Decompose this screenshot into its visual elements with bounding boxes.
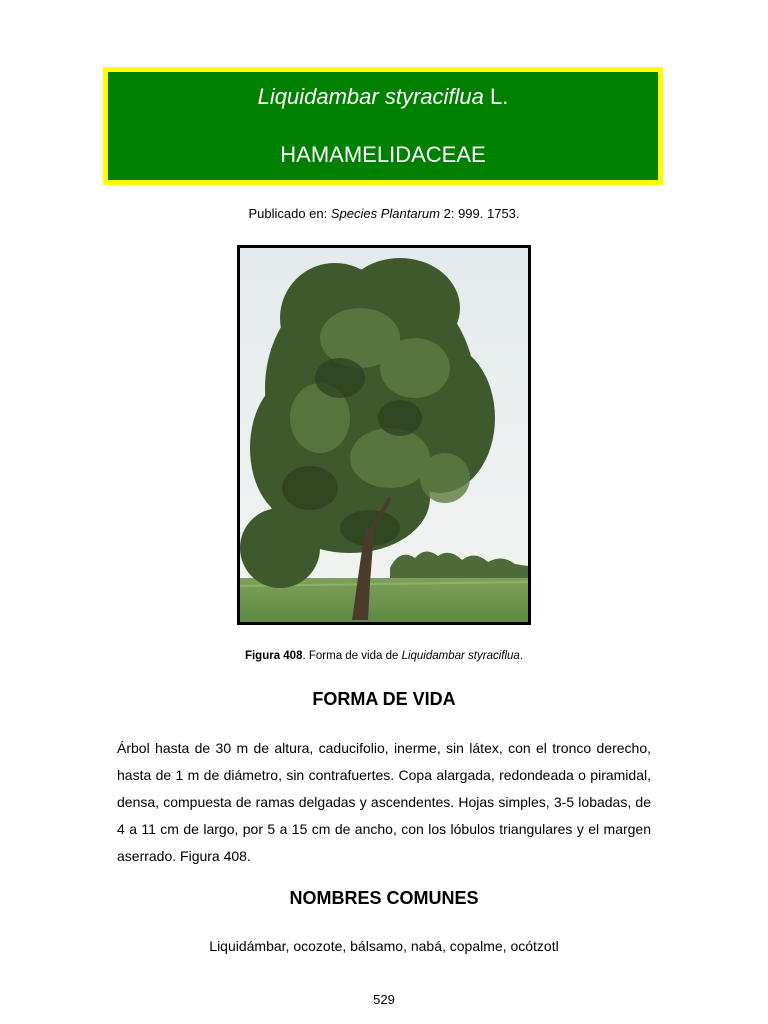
common-names-list: Liquidámbar, ocozote, bálsamo, nabá, copalme, ocótzotl <box>209 938 559 954</box>
tree-illustration <box>240 248 528 622</box>
page-number: 529 <box>373 992 395 1007</box>
publication-prefix: Publicado en: <box>248 206 331 221</box>
tree-photo <box>237 245 531 625</box>
caption-end: . <box>519 650 524 662</box>
caption-text: . Forma de vida de <box>302 650 402 662</box>
species-name: Liquidambar styraciflua <box>257 84 484 109</box>
life-form-paragraph: Árbol hasta de 30 m de altura, caducifolio, inerme, sin látex, con el tronco derecho, hasta de 1 m de diámetro, sin contrafuertes. Copa alargada, redondeada o piramidal, densa, compuesta de ramas delgadas y ascendentes. Hojas simples, 3-5 lobadas, de 4 a 11 cm de largo, por 5 a 15 cm de ancho, con los lóbulos triangulares y el margen aserrado. Figura 408. <box>117 740 651 864</box>
species-author: L. <box>490 84 509 109</box>
family-name: HAMAMELIDACEAE <box>280 142 486 167</box>
publication-line <box>0 206 768 221</box>
figure-label: Figura 408 <box>244 650 303 662</box>
species-title <box>108 84 658 110</box>
title-box <box>103 67 663 185</box>
publication-details: 2: 999. 1753. <box>440 206 520 221</box>
publication-work: Species Plantarum <box>330 206 440 221</box>
caption-species: Liquidambar styraciflua <box>401 650 520 662</box>
figure-caption <box>0 650 768 662</box>
life-form-heading: FORMA DE VIDA <box>312 689 456 709</box>
common-names-heading: NOMBRES COMUNES <box>289 888 479 908</box>
